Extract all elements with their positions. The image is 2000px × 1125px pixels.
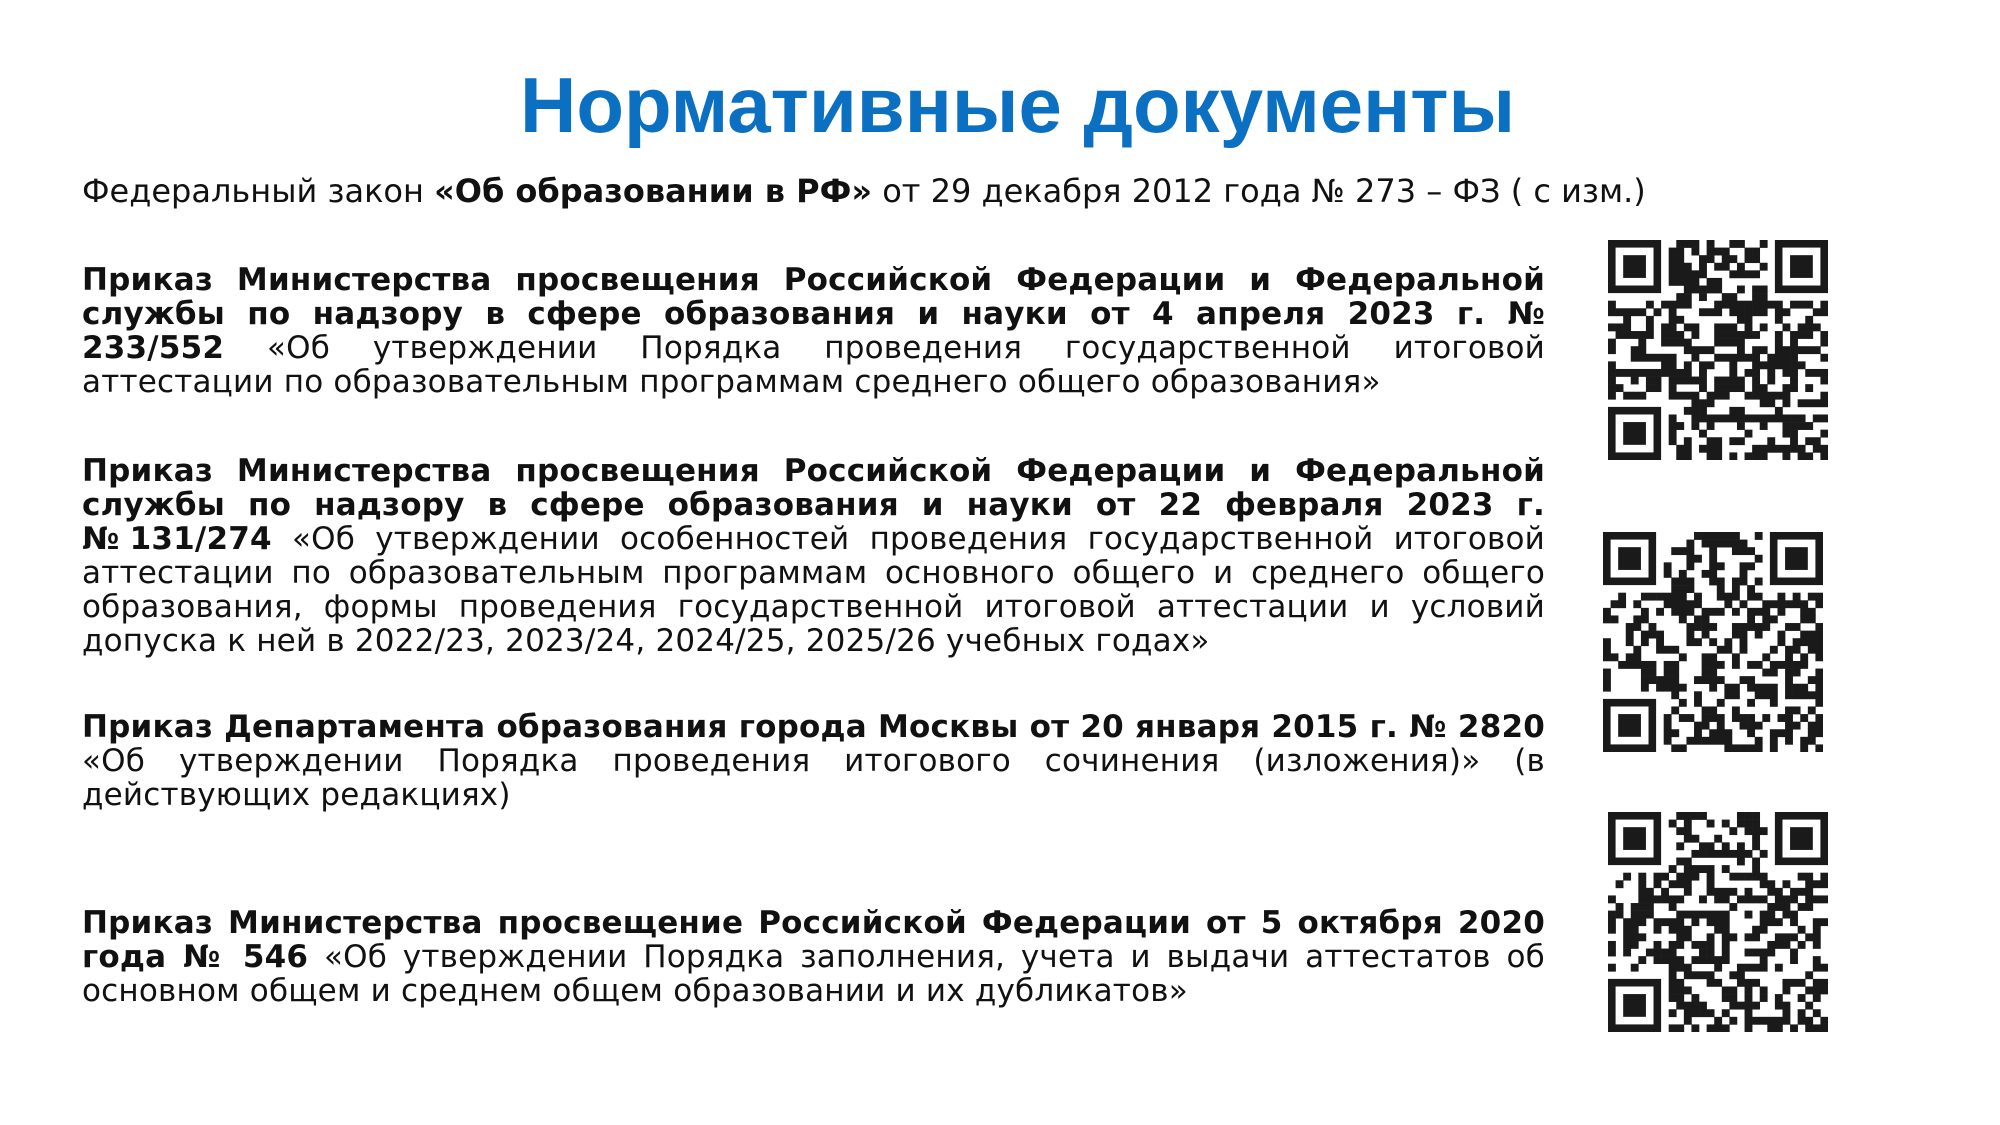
document-item-4	[82, 906, 1545, 1008]
document-4-title: Приказ Министерства просвещение Российской Федерации от 5 октября 2020 года № 546	[82, 905, 1545, 975]
law-suffix: от 29 декабря 2012 года № 273 – ФЗ ( с изм.)	[872, 172, 1646, 210]
qr-code-icon[interactable]	[1608, 240, 1828, 460]
document-item-1	[82, 263, 1545, 399]
document-2-description: «Об утверждении особенностей проведения государственной итоговой аттестации по образовательным программам основного общего и среднего общего образования, формы проведения государственной итоговой аттестации и условий допуска к ней в 2022/23, 2023/24, 2024/25, 2025/26 учебных годах»	[82, 521, 1545, 659]
law-prefix: Федеральный закон	[82, 172, 435, 210]
document-3-description: «Об утверждении Порядка проведения итогового сочинения (изложения)» (в действующих редакциях)	[82, 743, 1545, 813]
document-4-description: «Об утверждении Порядка заполнения, учета и выдачи аттестатов об основном общем и среднем общем образовании и их дубликатов»	[82, 939, 1545, 1009]
federal-law-reference	[82, 172, 1646, 210]
document-item-3	[82, 710, 1545, 812]
qr-code-graphic	[1608, 812, 1828, 1032]
document-2-title: Приказ Министерства просвещения Российской Федерации и Федеральной службы по надзору в сфере образования и науки от 22 февраля 2023 г. №131/274	[82, 453, 1545, 557]
qr-code-graphic	[1603, 532, 1823, 752]
qr-code-icon[interactable]	[1608, 812, 1828, 1032]
document-1-description: «Об утверждении Порядка проведения государственной итоговой аттестации по образовательным программам среднего общего образования»	[82, 330, 1545, 400]
page-title: Нормативные документы	[520, 61, 1516, 149]
document-3-title: Приказ Департамента образования города Москвы от 20 января 2015 г. № 2820	[82, 709, 1545, 745]
law-name: «Об образовании в РФ»	[434, 172, 873, 210]
document-1-title: Приказ Министерства просвещения Российской Федерации и Федеральной службы по надзору в сфере образования и науки от 4 апреля 2023 г. № 233/552	[82, 262, 1545, 366]
document-item-2	[82, 454, 1545, 658]
qr-code-icon[interactable]	[1603, 532, 1823, 752]
qr-code-graphic	[1608, 240, 1828, 460]
